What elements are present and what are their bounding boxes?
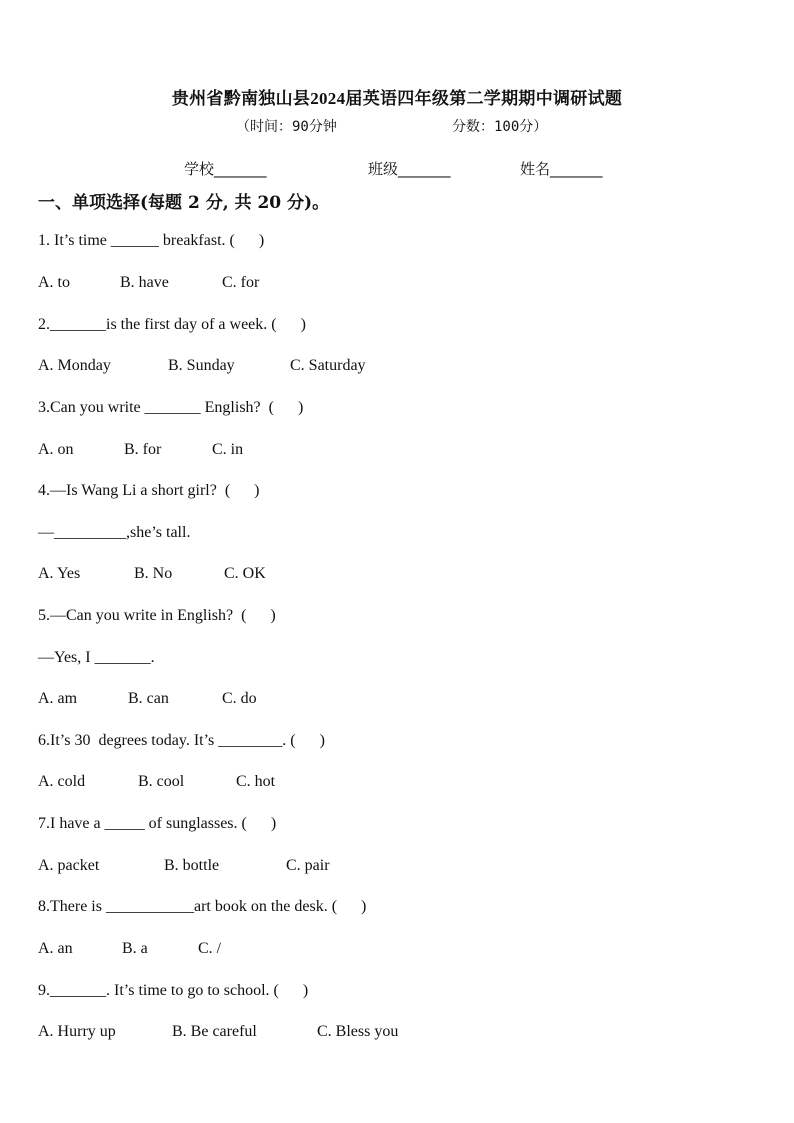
q5-option-c: C. do	[222, 690, 257, 707]
q3-option-b: B. for	[124, 441, 162, 458]
q4-option-c: C. OK	[224, 565, 266, 582]
q9-option-b: B. Be careful	[172, 1023, 257, 1040]
exam-time: （时间：90分钟	[236, 119, 337, 135]
q6-option-c: C. hot	[236, 773, 276, 790]
q3-option-a: A. on	[38, 441, 74, 458]
q6-option-b: B. cool	[138, 773, 185, 790]
name-field: 姓名_______	[520, 160, 603, 178]
q3-option-c: C. in	[212, 441, 244, 458]
q1-option-b: B. have	[120, 274, 169, 291]
question-4: 4.—Is Wang Li a short girl? ( )	[38, 482, 260, 499]
q2-option-a: A. Monday	[38, 357, 111, 374]
q4-option-b: B. No	[134, 565, 173, 582]
class-field: 班级_______	[368, 160, 451, 178]
q2-option-b: B. Sunday	[168, 357, 235, 374]
q8-option-c: C. /	[198, 940, 222, 957]
question-9: 9._______. It’s time to go to school. ( )	[38, 982, 309, 999]
question-8: 8.There is ___________art book on the desk. ( )	[38, 898, 367, 915]
q9-option-c: C. Bless you	[317, 1023, 399, 1040]
q7-option-c: C. pair	[286, 857, 330, 874]
q6-option-a: A. cold	[38, 773, 86, 790]
q9-option-a: A. Hurry up	[38, 1023, 116, 1040]
q5-option-b: B. can	[128, 690, 169, 707]
exam-score: 分数：100分）	[452, 119, 548, 135]
q5-option-a: A. am	[38, 690, 78, 707]
q4-option-a: A. Yes	[38, 565, 81, 582]
school-field: 学校_______	[184, 160, 267, 178]
q1-option-a: A. to	[38, 274, 70, 291]
q7-option-a: A. packet	[38, 857, 100, 874]
q1-option-c: C. for	[222, 274, 260, 291]
question-5: 5.—Can you write in English? ( )	[38, 607, 276, 624]
q8-option-a: A. an	[38, 940, 73, 957]
exam-title: 贵州省黔南独山县2024届英语四年级第二学期期中调研试题	[171, 89, 623, 108]
q2-option-c: C. Saturday	[290, 357, 366, 374]
question-6: 6.It’s 30 degrees today. It’s ________. ( )	[38, 732, 325, 749]
question-5-answer-line: —Yes, I _______.	[38, 649, 155, 666]
question-3: 3.Can you write _______ English? ( )	[38, 399, 304, 416]
question-4-answer-line: —_________,she’s tall.	[38, 524, 191, 541]
question-1: 1. It’s time ______ breakfast. ( )	[38, 232, 265, 249]
question-7: 7.I have a _____ of sunglasses. ( )	[38, 815, 277, 832]
section-heading: 一、单项选择(每题 2 分, 共 20 分)。	[38, 193, 330, 213]
question-2: 2._______is the first day of a week. ( )	[38, 316, 306, 333]
q7-option-b: B. bottle	[164, 857, 220, 874]
q8-option-b: B. a	[122, 940, 148, 957]
